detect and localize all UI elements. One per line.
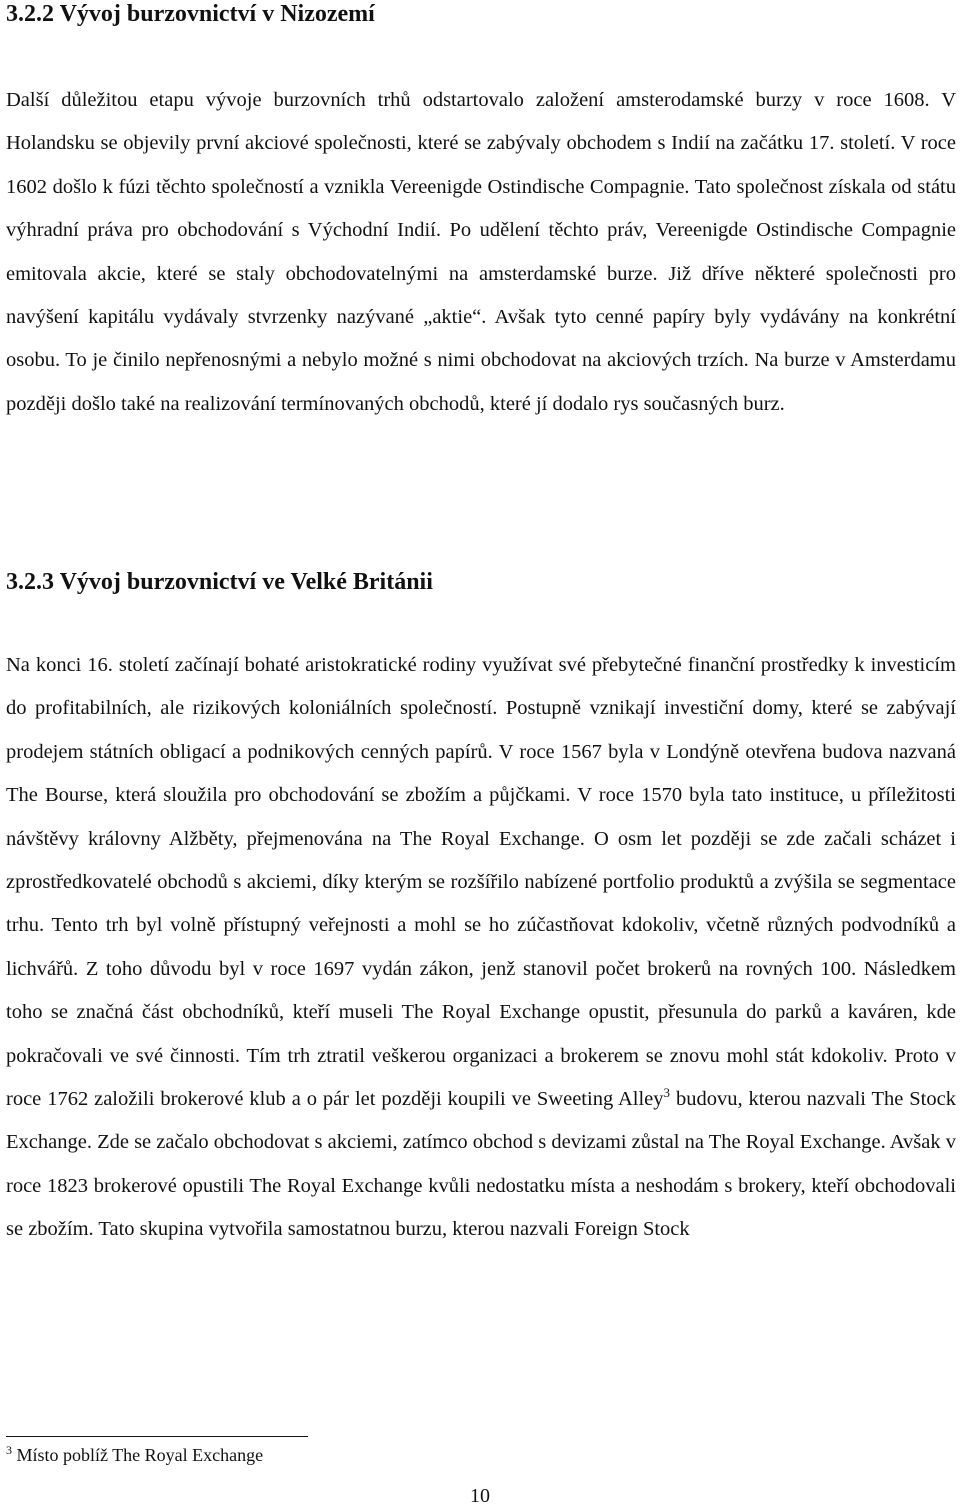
- page-number: 10: [470, 1485, 490, 1507]
- footnote-reference: 3: [663, 1085, 671, 1101]
- footnote: [6, 1443, 263, 1467]
- section-heading-great-britain: 3.2.3 Vývoj burzovnictví ve Velké Británii: [6, 569, 433, 595]
- paragraph-great-britain: [6, 644, 956, 1252]
- footnote-text: Místo poblíž The Royal Exchange: [12, 1445, 264, 1465]
- paragraph-text-before-ref: Na konci 16. století začínají bohaté aristokratické rodiny využívat své přebytečné finanční prostředky k investicím do profitabilních, ale rizikových koloniálních společností. Postupně vznikají investiční domy, které se zabývají prodejem státních obligací a podnikových cenných papírů. V roce 1567 byla v Londýně otevřena budova nazvaná The Bourse, která sloužila pro obchodování se zbožím a půjčkami. V roce 1570 byla tato instituce, u příležitosti návštěvy královny Alžběty, přejmenována na The Royal Exchange. O osm let později se zde začali scházet i zprostředkovatelé obchodů s akciemi, díky kterým se rozšířilo nabízené portfolio produktů a zvýšila se segmentace trhu. Tento trh byl volně přístupný veřejnosti a mohl se ho zúčastňovat kdokoliv, včetně různých podvodníků a lichvářů. Z toho důvodu byl v roce 1697 vydán zákon, jenž stanovil počet brokerů na rovných 100. Následkem toho se značná část obchodníků, kteří museli The Royal Exchange opustit, přesunula do parků a kaváren, kde pokračovali ve své činnosti. Tím trh ztratil veškerou organizaci a brokerem se znovu mohl stát kdokoliv. Proto v roce 1762 založili brokerové klub a o pár let později koupili ve Sweeting Alley: [6, 654, 956, 1111]
- footnote-separator: [6, 1436, 308, 1437]
- footnote-number: 3: [6, 1443, 12, 1457]
- paragraph-text-after-ref: budovu, kterou nazvali The Stock Exchange. Zde se začalo obchodovat s akciemi, zatímco obchod s devizami zůstal na The Royal Exchange. Avšak v roce 1823 brokerové opustili The Royal Exchange kvůli nedostatku místa a neshodám s brokery, kteří obchodovali se zbožím. Tato skupina vytvořila samostatnou burzu, kterou nazvali Foreign Stock: [6, 1088, 956, 1241]
- paragraph-netherlands: Další důležitou etapu vývoje burzovních trhů odstartovalo založení amsterodamské burzy v roce 1608. V Holandsku se objevily první akciové společnosti, které se zabývaly obchodem s Indií na začátku 17. století. V roce 1602 došlo k fúzi těchto společností a vznikla Vereenigde Ostindische Compagnie. Tato společnost získala od státu výhradní práva pro obchodování s Východní Indií. Po udělení těchto práv, Vereenigde Ostindische Compagnie emitovala akcie, které se staly obchodovatelnými na amsterdamské burze. Již dříve některé společnosti pro navýšení kapitálu vydávaly stvrzenky nazývané „aktie“. Avšak tyto cenné papíry byly vydávány na konkrétní osobu. To je činilo nepřenosnými a nebylo možné s nimi obchodovat na akciových trzích. Na burze v Amsterdamu později došlo také na realizování termínovaných obchodů, které jí dodalo rys současných burz.: [6, 89, 956, 415]
- section-heading-netherlands: 3.2.2 Vývoj burzovnictví v Nizozemí: [6, 1, 375, 27]
